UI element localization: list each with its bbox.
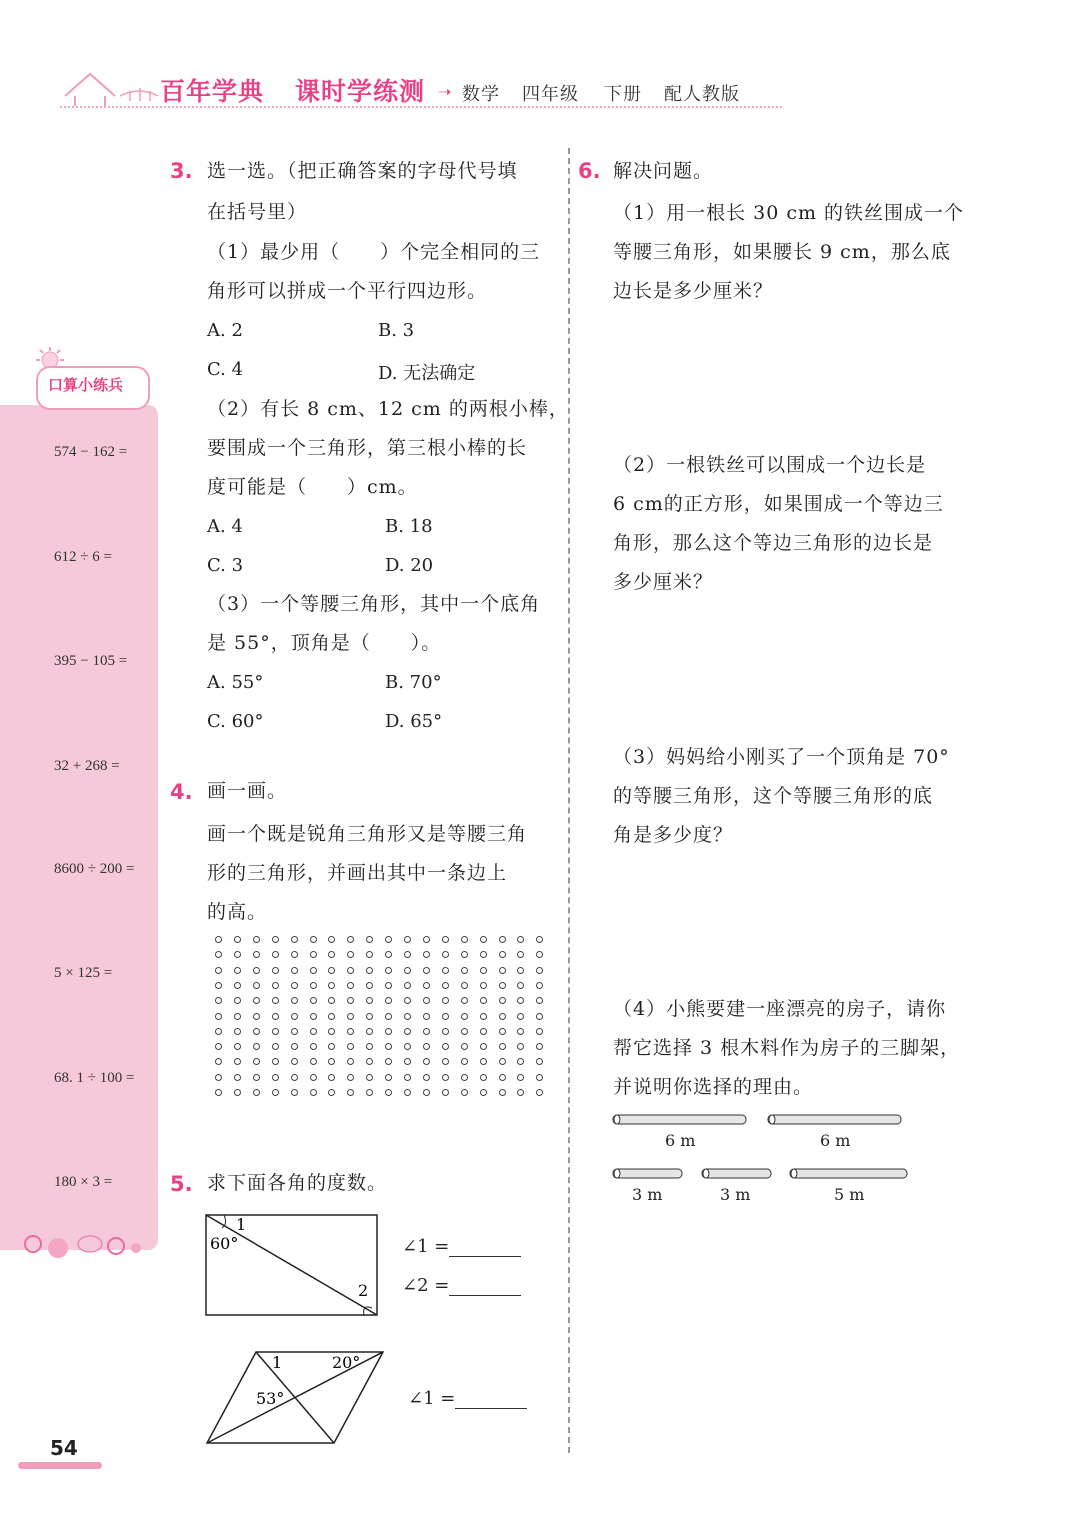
- grid-dot: [366, 936, 373, 943]
- q6-p3-line: 角是多少度？: [613, 824, 734, 846]
- grid-dot: [480, 1074, 487, 1081]
- grid-dot: [461, 1043, 468, 1050]
- grid-dot: [215, 1089, 222, 1096]
- grid-dot: [347, 1074, 354, 1081]
- grid-dot: [366, 1058, 373, 1065]
- grid-dot: [328, 1043, 335, 1050]
- grid-dot: [499, 951, 506, 958]
- option: C. 4: [207, 359, 244, 380]
- grid-dot: [536, 1089, 543, 1096]
- grid-dot: [366, 997, 373, 1004]
- q6-p1-line: 等腰三角形，如果腰长 9 cm，那么底: [613, 241, 951, 263]
- grid-dot: [291, 967, 298, 974]
- option: C. 60°: [207, 711, 264, 732]
- grid-dot: [234, 997, 241, 1004]
- page-number: 54: [50, 1436, 78, 1460]
- q6-p1-line: 边长是多少厘米？: [613, 280, 774, 302]
- grid-dot: [423, 1058, 430, 1065]
- fig1-answer-1: [402, 1236, 521, 1257]
- grid-dot: [461, 1013, 468, 1020]
- grid-dot: [347, 1043, 354, 1050]
- calc-item: 574 − 162 =: [54, 444, 128, 460]
- grid-dot: [517, 1074, 524, 1081]
- grid-dot: [310, 967, 317, 974]
- answer-blank[interactable]: [449, 1238, 521, 1257]
- grid-dot: [253, 967, 260, 974]
- stick-label: 6 m: [820, 1131, 851, 1150]
- grid-dot: [291, 1043, 298, 1050]
- fig2-answer-1: [408, 1388, 527, 1409]
- angle-53: 53°: [256, 1389, 285, 1408]
- grid-dot: [499, 1028, 506, 1035]
- grid-dot: [272, 1058, 279, 1065]
- grid-dot: [480, 1043, 487, 1050]
- q3-title-line2: 在括号里）: [207, 201, 308, 223]
- q4-line1: 画一个既是锐角三角形又是等腰三角: [207, 823, 528, 845]
- grid-dot: [272, 997, 279, 1004]
- q4-number: 4.: [170, 780, 193, 804]
- grid-dot: [385, 1074, 392, 1081]
- grid-dot: [517, 1028, 524, 1035]
- grid-dot: [215, 951, 222, 958]
- grid-dot: [536, 982, 543, 989]
- grid-dot: [385, 1058, 392, 1065]
- grid-dot: [366, 1013, 373, 1020]
- q4-line2: 形的三角形，并画出其中一条边上: [207, 862, 508, 884]
- grid-dot: [499, 1074, 506, 1081]
- grid-dot: [423, 951, 430, 958]
- grid-dot: [517, 967, 524, 974]
- grid-dot: [215, 1013, 222, 1020]
- grid-dot: [347, 1013, 354, 1020]
- grid-dot: [517, 936, 524, 943]
- grid-dot: [215, 982, 222, 989]
- grid-dot: [499, 1089, 506, 1096]
- grid-dot: [234, 1028, 241, 1035]
- grid-dot: [253, 1058, 260, 1065]
- grid-dot: [215, 1074, 222, 1081]
- answer-blank[interactable]: [455, 1390, 527, 1409]
- grid-dot: [310, 936, 317, 943]
- grid-dot: [328, 1074, 335, 1081]
- angle-60: 60°: [210, 1234, 239, 1253]
- grid-dot: [310, 1013, 317, 1020]
- option: D. 无法确定: [378, 363, 476, 384]
- grid-dot: [536, 997, 543, 1004]
- option: A. 2: [207, 320, 243, 341]
- grid-dot: [404, 1058, 411, 1065]
- q5-number: 5.: [170, 1172, 193, 1196]
- grid-dot: [442, 982, 449, 989]
- grid-dot: [385, 982, 392, 989]
- q6-number: 6.: [578, 159, 601, 183]
- page-number-bar: [18, 1462, 102, 1469]
- sidebar-panel: [0, 405, 158, 1250]
- grid-dot: [234, 951, 241, 958]
- option: B. 70°: [385, 672, 442, 693]
- grid-dot: [291, 936, 298, 943]
- grid-dot: [404, 982, 411, 989]
- grid-dot: [328, 936, 335, 943]
- grid-dot: [234, 936, 241, 943]
- grid-dot: [328, 982, 335, 989]
- calc-item: 5 × 125 =: [54, 965, 113, 981]
- decorative-swirl-icon: [18, 1226, 148, 1266]
- grid-dot: [442, 1089, 449, 1096]
- grid-dot: [480, 1028, 487, 1035]
- grid-dot: [310, 1074, 317, 1081]
- grid-dot: [480, 1089, 487, 1096]
- grid-dot: [404, 1043, 411, 1050]
- answer-label: ∠2 =: [402, 1275, 450, 1296]
- stick-label: 6 m: [665, 1131, 696, 1150]
- q6-p3-line: 的等腰三角形，这个等腰三角形的底: [613, 785, 934, 807]
- angle-mark-1: 1: [272, 1353, 283, 1372]
- grid-dot: [253, 951, 260, 958]
- q3-part2-line1: （2）有长 8 cm、12 cm 的两根小棒，: [207, 398, 569, 420]
- grid-dot: [253, 1028, 260, 1035]
- grid-dot: [291, 982, 298, 989]
- q6-p2-line: 角形，那么这个等边三角形的边长是: [613, 532, 934, 554]
- stick-label: 3 m: [720, 1185, 751, 1204]
- angle-mark-2: 2: [358, 1281, 369, 1300]
- grid-dot: [347, 997, 354, 1004]
- grid-dot: [291, 1074, 298, 1081]
- grid-dot: [234, 1074, 241, 1081]
- calc-item: 395 − 105 =: [54, 653, 128, 669]
- grid-dot: [480, 951, 487, 958]
- grid-dot: [253, 1013, 260, 1020]
- grid-dot: [291, 951, 298, 958]
- grid-dot: [404, 967, 411, 974]
- grid-dot: [499, 1058, 506, 1065]
- grid-dot: [423, 997, 430, 1004]
- grid-dot: [234, 1013, 241, 1020]
- q6-p4-line: 并说明你选择的理由。: [613, 1076, 814, 1098]
- q6-p1-line: （1）用一根长 30 cm 的铁丝围成一个: [613, 202, 965, 224]
- q3-part2-line3: 度可能是（ ）cm。: [207, 476, 418, 498]
- grid-dot: [385, 1028, 392, 1035]
- answer-label: ∠1 =: [408, 1388, 456, 1409]
- q4-line3: 的高。: [207, 901, 268, 923]
- grid-dot: [461, 951, 468, 958]
- grid-dot: [366, 1089, 373, 1096]
- grid-dot: [347, 951, 354, 958]
- arrow-icon: ➝: [438, 82, 452, 101]
- stick-6m-a: [612, 1113, 748, 1127]
- answer-label: ∠1 =: [402, 1236, 450, 1257]
- grid-dot: [480, 936, 487, 943]
- grid-dot: [328, 1028, 335, 1035]
- grid-dot: [291, 1089, 298, 1096]
- q6-p2-line: 6 cm的正方形，如果围成一个等边三: [613, 493, 944, 515]
- grid-dot: [480, 967, 487, 974]
- grid-dot: [366, 1074, 373, 1081]
- grid-dot: [536, 1028, 543, 1035]
- grid-dot: [215, 1028, 222, 1035]
- grid-dot: [310, 951, 317, 958]
- option: D. 65°: [385, 711, 443, 732]
- option: C. 3: [207, 555, 244, 576]
- option: B. 18: [385, 516, 433, 537]
- grid-dot: [480, 982, 487, 989]
- grid-dot: [536, 1058, 543, 1065]
- grid-dot: [517, 1043, 524, 1050]
- grid-dot: [253, 997, 260, 1004]
- grid-dot: [366, 951, 373, 958]
- grid-dot: [423, 1013, 430, 1020]
- grid-dot: [480, 1013, 487, 1020]
- option: D. 20: [385, 555, 434, 576]
- grid-dot: [404, 1028, 411, 1035]
- grid-dot: [423, 1043, 430, 1050]
- grid-dot: [347, 982, 354, 989]
- grid-dot: [423, 967, 430, 974]
- grid-dot: [253, 982, 260, 989]
- q6-p2-line: （2）一根铁丝可以围成一个边长是: [613, 454, 927, 476]
- grid-dot: [461, 1074, 468, 1081]
- grid-dot: [272, 967, 279, 974]
- grid-dot: [517, 997, 524, 1004]
- grid-dot: [442, 967, 449, 974]
- q5-title: 求下面各角的度数。: [207, 1172, 388, 1194]
- stick-label: 3 m: [632, 1185, 663, 1204]
- grid-dot: [366, 982, 373, 989]
- grid-dot: [291, 1058, 298, 1065]
- grid-dot: [310, 982, 317, 989]
- grid-dot: [328, 951, 335, 958]
- grid-dot: [347, 1089, 354, 1096]
- q6-title: 解决问题。: [613, 160, 714, 182]
- angle-mark-1: 1: [236, 1215, 247, 1234]
- grid-dot: [215, 936, 222, 943]
- grid-dot: [328, 967, 335, 974]
- grid-dot: [310, 997, 317, 1004]
- grid-dot: [442, 1043, 449, 1050]
- grid-dot: [328, 997, 335, 1004]
- grid-dot: [253, 1074, 260, 1081]
- grid-dot: [385, 951, 392, 958]
- grid-dot: [442, 1058, 449, 1065]
- grid-dot: [499, 982, 506, 989]
- grid-dot: [536, 1013, 543, 1020]
- grid-dot: [215, 1058, 222, 1065]
- calc-item: 32 + 268 =: [54, 758, 120, 774]
- grid-dot: [517, 951, 524, 958]
- grid-dot: [272, 1074, 279, 1081]
- rectangle-figure: [204, 1212, 380, 1318]
- grid-dot: [347, 1028, 354, 1035]
- calc-item: 180 × 3 =: [54, 1174, 113, 1190]
- grid-dot: [234, 1058, 241, 1065]
- stick-label: 5 m: [834, 1185, 865, 1204]
- header-grade: 四年级: [522, 84, 579, 105]
- grid-dot: [461, 936, 468, 943]
- grid-dot: [536, 951, 543, 958]
- house-logo-icon: [60, 66, 160, 106]
- grid-dot: [272, 982, 279, 989]
- grid-dot: [347, 936, 354, 943]
- grid-dot: [385, 1089, 392, 1096]
- grid-dot: [253, 1043, 260, 1050]
- sidebar-title: 口算小练兵: [48, 376, 124, 394]
- q3-title-line1: 选一选。（把正确答案的字母代号填: [207, 160, 518, 182]
- option: B. 3: [378, 320, 415, 341]
- q6-p3-line: （3）妈妈给小刚买了一个顶角是 70°: [613, 746, 950, 768]
- grid-dot: [328, 1089, 335, 1096]
- grid-dot: [423, 1074, 430, 1081]
- q6-p4-line: （4）小熊要建一座漂亮的房子，请你: [613, 998, 947, 1020]
- grid-dot: [347, 1058, 354, 1065]
- grid-dot: [385, 997, 392, 1004]
- grid-dot: [366, 967, 373, 974]
- grid-dot: [347, 967, 354, 974]
- grid-dot: [328, 1058, 335, 1065]
- grid-dot: [517, 1013, 524, 1020]
- grid-dot: [480, 997, 487, 1004]
- grid-dot: [385, 1013, 392, 1020]
- grid-dot: [404, 1074, 411, 1081]
- grid-dot: [536, 1043, 543, 1050]
- grid-dot: [215, 967, 222, 974]
- calc-item: 612 ÷ 6 =: [54, 549, 112, 565]
- grid-dot: [442, 951, 449, 958]
- q3-part1-line1: （1）最少用（ ）个完全相同的三: [207, 241, 541, 263]
- grid-dot: [499, 1043, 506, 1050]
- grid-dot: [461, 967, 468, 974]
- q3-part3-line2: 是 55°，顶角是（ ）。: [207, 632, 442, 654]
- grid-dot: [253, 936, 260, 943]
- grid-dot: [499, 936, 506, 943]
- grid-dot: [423, 936, 430, 943]
- grid-dot: [272, 1043, 279, 1050]
- option: A. 55°: [207, 672, 264, 693]
- option: A. 4: [207, 516, 243, 537]
- header-series: 课时学练测: [295, 77, 426, 106]
- header-volume: 下册: [604, 84, 642, 105]
- grid-dot: [385, 936, 392, 943]
- grid-dot: [366, 1043, 373, 1050]
- q4-title: 画一画。: [207, 780, 288, 802]
- grid-dot: [536, 967, 543, 974]
- q6-p2-line: 多少厘米？: [613, 571, 714, 593]
- grid-dot: [404, 1089, 411, 1096]
- grid-dot: [423, 982, 430, 989]
- grid-dot: [442, 997, 449, 1004]
- dot-grid[interactable]: [215, 936, 555, 1096]
- grid-dot: [272, 1028, 279, 1035]
- grid-dot: [215, 997, 222, 1004]
- column-divider: [568, 148, 570, 1453]
- grid-dot: [499, 1013, 506, 1020]
- grid-dot: [310, 1028, 317, 1035]
- grid-dot: [328, 1013, 335, 1020]
- header-divider: [60, 106, 782, 108]
- q3-part2-line2: 要围成一个三角形，第三根小棒的长: [207, 437, 528, 459]
- grid-dot: [423, 1089, 430, 1096]
- grid-dot: [234, 967, 241, 974]
- stick-3m-b: [701, 1167, 773, 1181]
- stick-5m: [789, 1167, 909, 1181]
- calc-item: 68. 1 ÷ 100 =: [54, 1070, 135, 1086]
- grid-dot: [272, 936, 279, 943]
- grid-dot: [272, 1089, 279, 1096]
- grid-dot: [234, 1043, 241, 1050]
- grid-dot: [234, 982, 241, 989]
- grid-dot: [234, 1089, 241, 1096]
- grid-dot: [461, 997, 468, 1004]
- calc-item: 8600 ÷ 200 =: [54, 861, 135, 877]
- grid-dot: [461, 982, 468, 989]
- grid-dot: [291, 1013, 298, 1020]
- grid-dot: [517, 982, 524, 989]
- grid-dot: [366, 1028, 373, 1035]
- fig1-answer-2: [402, 1275, 521, 1296]
- grid-dot: [442, 1074, 449, 1081]
- grid-dot: [536, 1074, 543, 1081]
- answer-blank[interactable]: [449, 1277, 521, 1296]
- grid-dot: [517, 1058, 524, 1065]
- grid-dot: [385, 1043, 392, 1050]
- grid-dot: [215, 1043, 222, 1050]
- grid-dot: [310, 1043, 317, 1050]
- grid-dot: [253, 1089, 260, 1096]
- angle-20: 20°: [332, 1353, 361, 1372]
- grid-dot: [385, 967, 392, 974]
- q6-p4-line: 帮它选择 3 根木料作为房子的三脚架，: [613, 1037, 961, 1059]
- grid-dot: [461, 1089, 468, 1096]
- grid-dot: [442, 1013, 449, 1020]
- grid-dot: [272, 951, 279, 958]
- grid-dot: [517, 1089, 524, 1096]
- grid-dot: [423, 1028, 430, 1035]
- grid-dot: [404, 951, 411, 958]
- grid-dot: [404, 997, 411, 1004]
- grid-dot: [499, 997, 506, 1004]
- grid-dot: [442, 936, 449, 943]
- parallelogram-figure: [204, 1348, 386, 1446]
- grid-dot: [461, 1028, 468, 1035]
- grid-dot: [291, 1028, 298, 1035]
- header-subject: 数学: [462, 84, 500, 105]
- grid-dot: [404, 1013, 411, 1020]
- grid-dot: [461, 1058, 468, 1065]
- grid-dot: [291, 997, 298, 1004]
- grid-dot: [480, 1058, 487, 1065]
- stick-3m-a: [612, 1167, 684, 1181]
- grid-dot: [310, 1058, 317, 1065]
- header-brand: 百年学典: [160, 77, 265, 106]
- q3-part1-line2: 角形可以拼成一个平行四边形。: [207, 280, 488, 302]
- grid-dot: [499, 967, 506, 974]
- grid-dot: [536, 936, 543, 943]
- grid-dot: [404, 936, 411, 943]
- stick-6m-b: [767, 1113, 903, 1127]
- grid-dot: [272, 1013, 279, 1020]
- grid-dot: [310, 1089, 317, 1096]
- q3-number: 3.: [170, 159, 193, 183]
- header-edition: 配人教版: [664, 84, 740, 105]
- q3-part3-line1: （3）一个等腰三角形，其中一个底角: [207, 593, 541, 615]
- grid-dot: [442, 1028, 449, 1035]
